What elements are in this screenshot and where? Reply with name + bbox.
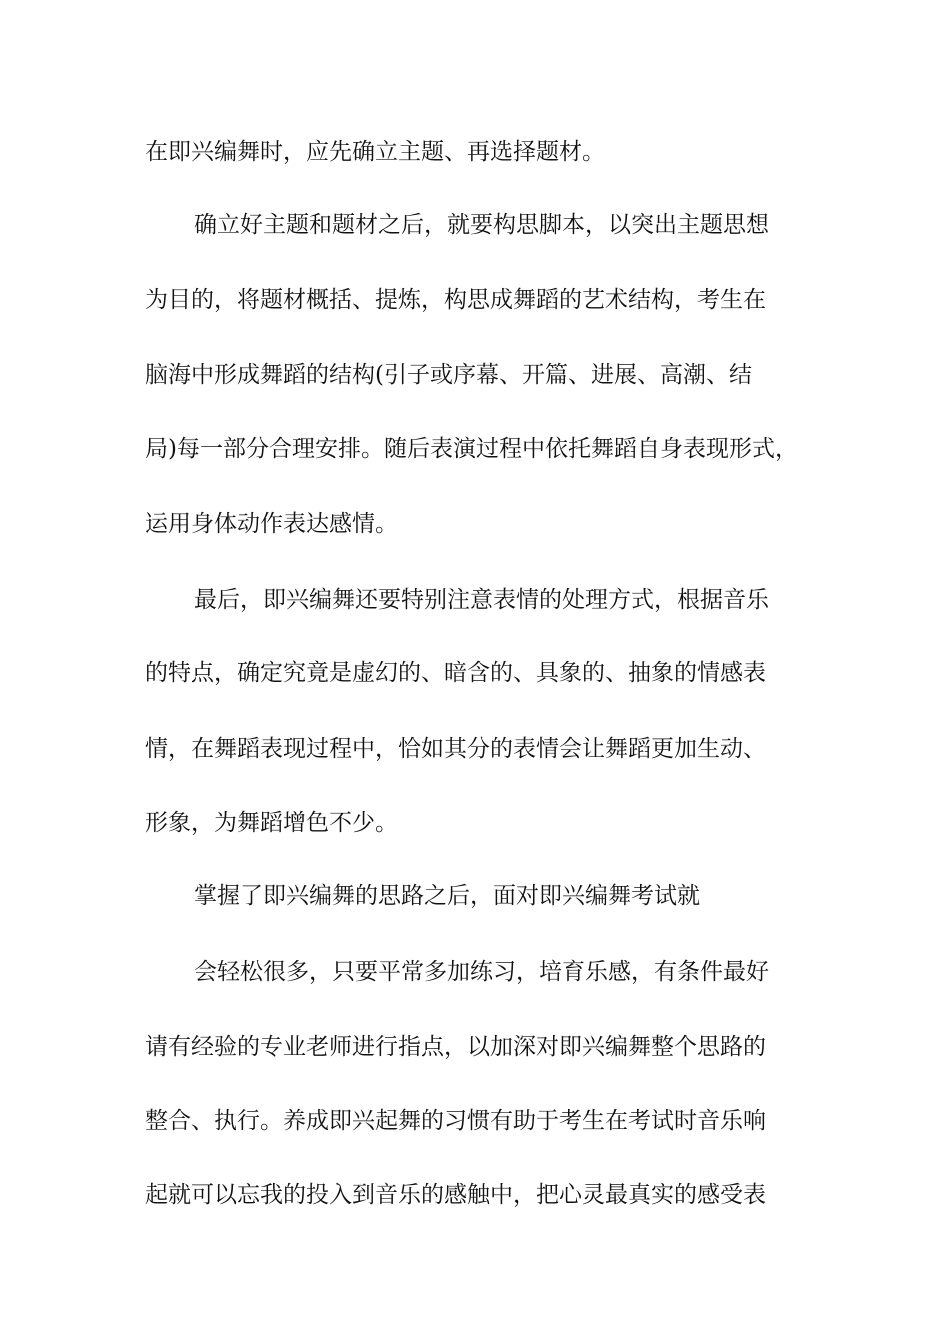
text-line: 在即兴编舞时，应先确立主题、再选择题材。 xyxy=(145,139,605,165)
text-line: 会轻松很多，只要平常多加练习，培育乐感，有条件最好 xyxy=(194,959,769,985)
text-line: 最后，即兴编舞还要特别注意表情的处理方式，根据音乐 xyxy=(194,587,769,613)
text-line: 情，在舞蹈表现过程中，恰如其分的表情会让舞蹈更加生动、 xyxy=(145,736,766,762)
text-line: 局)每一部分合理安排。随后表演过程中依托舞蹈自身表现形式， xyxy=(145,436,798,462)
text-line: 形象，为舞蹈增色不少。 xyxy=(145,810,398,836)
text-line: 脑海中形成舞蹈的结构(引子或序幕、开篇、进展、高潮、结 xyxy=(145,362,752,388)
text-line: 为目的，将题材概括、提炼，构思成舞蹈的艺术结构，考生在 xyxy=(145,287,766,313)
text-line: 请有经验的专业老师进行指点，以加深对即兴编舞整个思路的 xyxy=(145,1034,766,1060)
text-line: 确立好主题和题材之后，就要构思脚本，以突出主题思想 xyxy=(194,212,769,238)
text-line: 运用身体动作表达感情。 xyxy=(145,511,398,537)
text-line: 整合、执行。养成即兴起舞的习惯有助于考生在考试时音乐响 xyxy=(145,1108,766,1134)
text-line: 的特点，确定究竟是虚幻的、暗含的、具象的、抽象的情感表 xyxy=(145,660,766,686)
text-line: 掌握了即兴编舞的思路之后，面对即兴编舞考试就 xyxy=(194,883,700,909)
text-line: 起就可以忘我的投入到音乐的感触中，把心灵最真实的感受表 xyxy=(145,1182,766,1208)
